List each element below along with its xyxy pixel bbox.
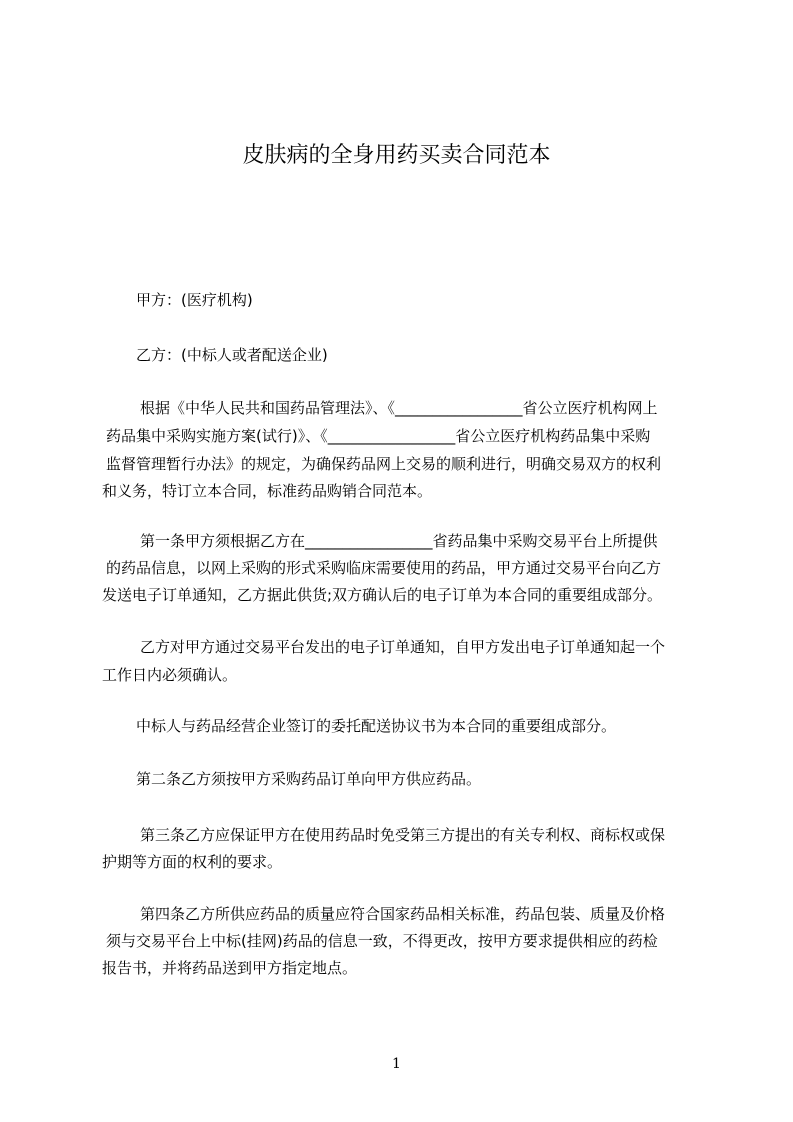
preamble-line: 和义务，特订立本合同，标准药品购销合同范本。	[102, 482, 433, 500]
article-4-line: 报告书，并将药品送到甲方指定地点。	[102, 959, 358, 977]
preamble-line: 根据《中华人民共和国药品管理法》、《_________________省公立医疗机构网上	[140, 399, 658, 417]
article-1-line: 的药品信息，以网上采购的形式采购临床需要使用的药品，甲方通过交易平台向乙方	[106, 559, 662, 577]
article-4-line: 须与交易平台上中标(挂网)药品的信息一致，不得更改，按甲方要求提供相应的药检	[106, 932, 658, 950]
document-title: 皮肤病的全身用药买卖合同范本	[242, 143, 551, 168]
page-number: 1	[392, 1056, 401, 1072]
preamble-line: 药品集中采购实施方案(试行)》、《_________________省公立医疗机构药品集中采购	[106, 427, 651, 445]
confirm-clause-line: 乙方对甲方通过交易平台发出的电子订单通知，自甲方发出电子订单通知起一个	[140, 638, 666, 656]
article-3-line: 护期等方面的权利的要求。	[102, 853, 283, 871]
delegation-clause: 中标人与药品经营企业签订的委托配送协议书为本合同的重要组成部分。	[136, 717, 617, 735]
confirm-clause-line: 工作日内必须确认。	[102, 666, 238, 684]
article-3-line: 第三条乙方应保证甲方在使用药品时免受第三方提出的有关专利权、商标权或保	[140, 826, 666, 844]
article-1-line: 发送电子订单通知，乙方据此供货;双方确认后的电子订单为本合同的重要组成部分。	[102, 586, 663, 604]
party-b-line: 乙方：(中标人或者配送企业)	[136, 346, 328, 364]
article-1-line: 第一条甲方须根据乙方在_________________省药品集中采购交易平台上所提供	[140, 532, 658, 550]
preamble-line: 监督管理暂行办法》的规定，为确保药品网上交易的顺利进行，明确交易双方的权利	[106, 455, 662, 473]
article-4-line: 第四条乙方所供应药品的质量应符合国家药品相关标准，药品包装、质量及价格	[140, 905, 666, 923]
party-a-line: 甲方：(医疗机构)	[136, 291, 253, 309]
article-2-paragraph: 第二条乙方须按甲方采购药品订单向甲方供应药品。	[136, 770, 482, 788]
